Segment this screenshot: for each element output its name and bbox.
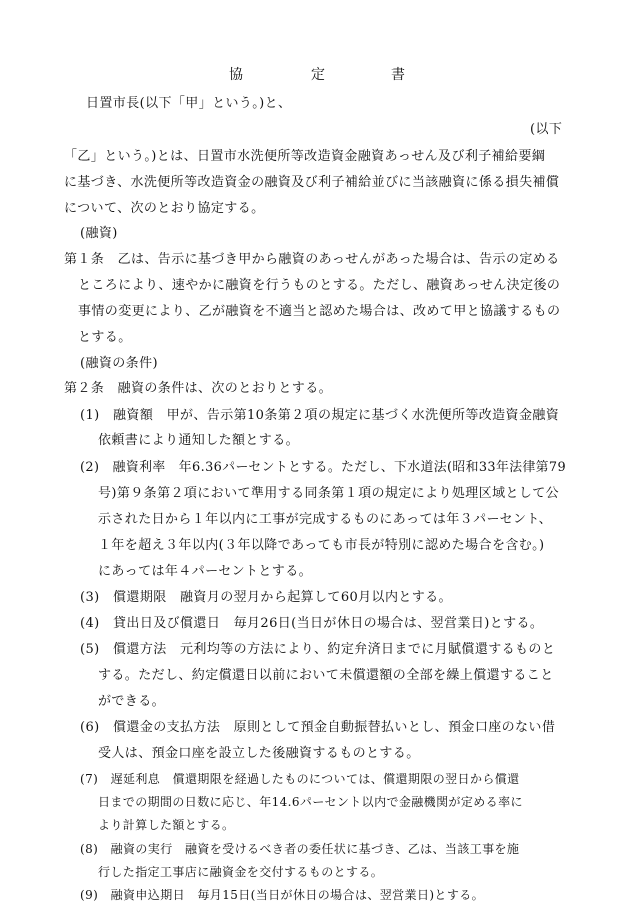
article-2-caption: (融資の条件) <box>80 356 158 371</box>
title-char-3: 書 <box>391 67 405 83</box>
clause-line: 示された日から１年以内に工事が完成するものにあっては年３パーセント、 <box>98 512 553 527</box>
preamble-line: 「乙」という。)とは、日置市水洗便所等改造資金融資あっせん及び利子補給要綱 <box>64 149 546 164</box>
preamble-line: について、次のとおり協定する。 <box>64 201 265 216</box>
clause-line: (7) 遅延利息 償還期限を経過したものについては、償還期限の翌日から償還 <box>80 772 520 786</box>
party-b-tail: (以下 <box>530 122 563 137</box>
clause-line: １年を超え３年以内(３年以降であっても市長が特別に認めた場合を含む。) <box>98 538 545 553</box>
clause-line: にあっては年４パーセントとする。 <box>98 564 313 579</box>
clause-line: (1) 融資額 甲が、告示第10条第２項の規定に基づく水洗便所等改造資金融資 <box>80 408 560 423</box>
clause-line: (5) 償還方法 元利均等の方法により、約定弁済日までに月賦償還するものと <box>80 642 556 657</box>
title-char-2: 定 <box>311 67 325 83</box>
article-1-line: 事情の変更により、乙が融資を不適当と認めた場合は、改めて甲と協議するもの <box>78 304 561 319</box>
clause-line: (2) 融資利率 年6.36パーセントとする。ただし、下水道法(昭和33年法律第79 <box>80 460 567 475</box>
clause-line: ができる。 <box>98 694 166 709</box>
party-a-line: 日置市長(以下「甲」という。)と、 <box>86 96 292 111</box>
article-1-caption: (融資) <box>80 226 118 241</box>
clause-line: 号)第９条第２項において準用する同条第１項の規定により処理区域として公 <box>98 486 560 501</box>
clause-line: (6) 償還金の支払方法 原則として預金自動振替払いとし、預金口座のない借 <box>80 720 556 735</box>
title-char-1: 協 <box>229 67 243 83</box>
clause-line: (4) 貸出日及び償還日 毎月26日(当日が休日の場合は、翌営業日)とする。 <box>80 616 544 631</box>
article-2-lead: 第２条 融資の条件は、次のとおりとする。 <box>64 381 333 396</box>
article-1-line: 第１条 乙は、告示に基づき甲から融資のあっせんがあった場合は、告示の定める <box>64 252 560 267</box>
article-1-line: とする。 <box>78 330 132 345</box>
clause-line: 依頼書により通知した額とする。 <box>98 433 300 448</box>
clause-line: する。ただし、約定償還日以前において未償還額の全部を繰上償還すること <box>98 668 554 683</box>
clause-line: より計算した額とする。 <box>98 818 235 833</box>
clause-line: (9) 融資申込期日 毎月15日(当日が休日の場合は、翌営業日)とする。 <box>80 888 485 902</box>
clause-line: 日までの期間の日数に応じ、年14.6パーセント以内で金融機関が定める率に <box>98 795 523 810</box>
article-1-line: ところにより、速やかに融資を行うものとする。ただし、融資あっせん決定後の <box>78 278 561 293</box>
clause-line: (3) 償還期限 融資月の翌月から起算して60月以内とする。 <box>80 590 452 605</box>
clause-line: (8) 融資の実行 融資を受けるべき者の委任状に基づき、乙は、当該工事を施 <box>80 841 520 856</box>
document-title <box>0 66 630 86</box>
preamble-line: に基づき、水洗便所等改造資金の融資及び利子補給並びに当該融資に係る損失補償 <box>64 175 560 190</box>
clause-line: 受人は、預金口座を設立した後融資するものとする。 <box>98 746 420 761</box>
clause-line: 行した指定工事店に融資金を交付するものとする。 <box>98 864 384 879</box>
